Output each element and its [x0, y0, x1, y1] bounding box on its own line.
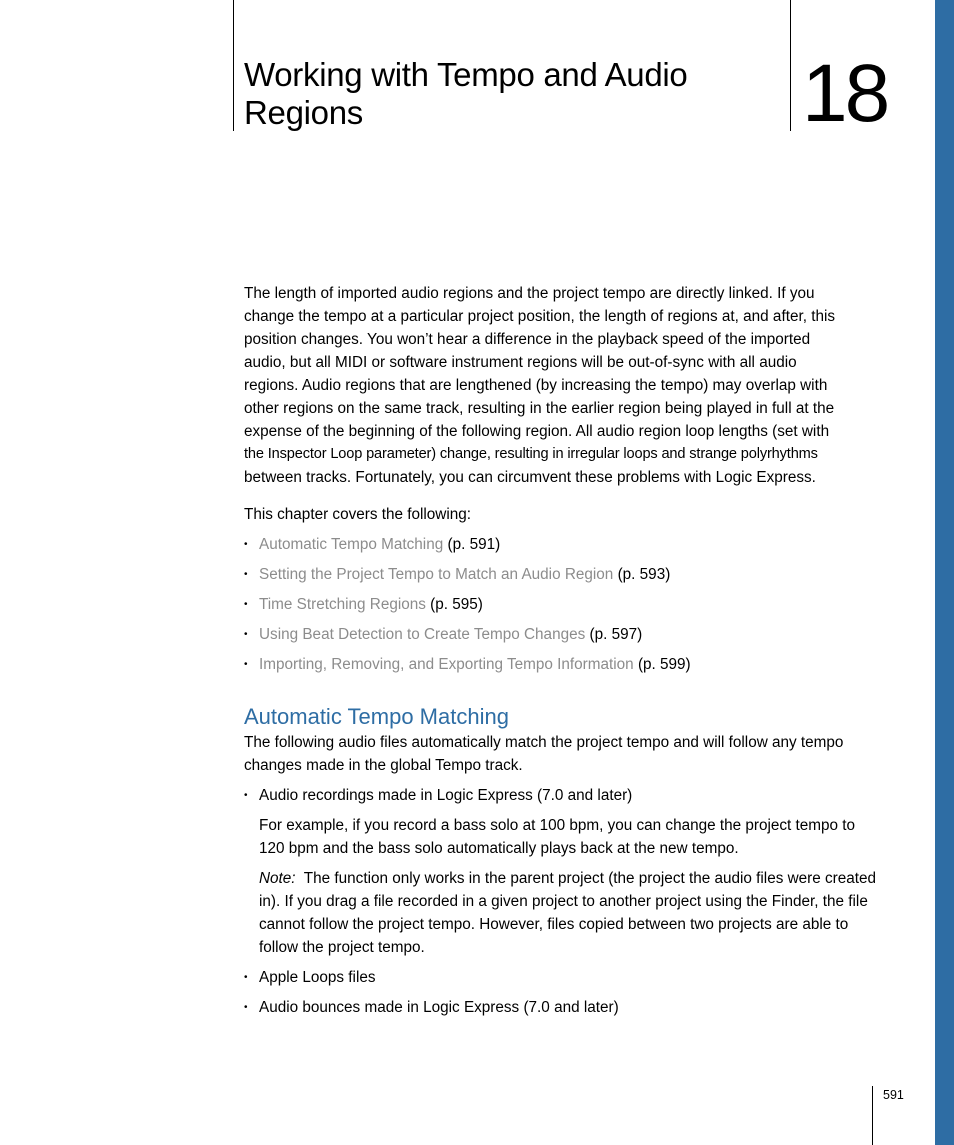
toc-link[interactable]: Time Stretching Regions: [259, 596, 426, 613]
intro-line: the Inspector Loop parameter) change, resulting in irregular loops and strange polyrhythms: [244, 446, 818, 462]
chapter-title: Working with Tempo and Audio Regions: [244, 56, 688, 131]
intro-line: audio, but all MIDI or software instrument regions will be out-of-sync with all audio: [244, 354, 797, 371]
toc-item: [244, 623, 884, 646]
list-item: • Audio recordings made in Logic Express (7.0 and later): [244, 784, 884, 807]
intro-line: The length of imported audio regions and the project tempo are directly linked. If you: [244, 285, 815, 302]
toc-page-ref: (p. 593): [617, 566, 671, 583]
intro-line: expense of the beginning of the following region. All audio region loop lengths (set with: [244, 423, 830, 440]
intro-line: between tracks. Fortunately, you can circumvent these problems with Logic Express.: [244, 469, 816, 486]
note-label: Note:: [259, 870, 296, 887]
section-heading: Automatic Tempo Matching: [244, 704, 509, 729]
file-type-list: [244, 784, 884, 807]
toc-link[interactable]: Setting the Project Tempo to Match an Audio Region: [259, 566, 614, 583]
note-text: The function only works in the parent project (the project the audio files were created in). If you drag a file recorded in a given project to another project using the Finder, the file cannot follow the project tempo. However, files copied between two projects are able to follow the project tempo.: [259, 870, 877, 956]
intro-line: other regions on the same track, resulting in the earlier region being played in full at the: [244, 400, 835, 417]
toc-list: [244, 533, 884, 676]
example-paragraph: For example, if you record a bass solo at 100 bpm, you can change the project tempo to 120 bpm and the bass solo automatically plays back at the new tempo.: [259, 817, 856, 857]
toc-item: [244, 593, 884, 616]
list-item: • Audio bounces made in Logic Express (7.0 and later): [244, 996, 884, 1019]
toc-page-ref: (p. 599): [637, 656, 691, 673]
toc-link[interactable]: Importing, Removing, and Exporting Tempo Information: [259, 656, 634, 673]
toc-page-ref: (p. 591): [447, 536, 501, 553]
toc-page-ref: (p. 597): [589, 626, 643, 643]
file-type-list: [244, 966, 884, 1019]
toc-item: [244, 563, 884, 586]
toc-item: [244, 653, 884, 676]
intro-line: position changes. You won’t hear a difference in the playback speed of the imported: [244, 331, 811, 348]
toc-link[interactable]: Automatic Tempo Matching: [259, 536, 444, 553]
list-item: • Apple Loops files: [244, 966, 884, 989]
page-number: 591: [883, 1088, 904, 1102]
intro-paragraph: [244, 282, 884, 489]
chapter-side-tab: [935, 0, 954, 1145]
intro-line: regions. Audio regions that are lengthened (by increasing the tempo) may overlap with: [244, 377, 828, 394]
toc-link[interactable]: Using Beat Detection to Create Tempo Changes: [259, 626, 586, 643]
header-rule-left: [233, 0, 234, 131]
main-content: [244, 282, 884, 1026]
section-paragraph: The following audio files automatically match the project tempo and will follow any tempo changes made in the global Tempo track.: [244, 734, 844, 774]
chapter-number: 18: [802, 48, 888, 139]
toc-page-ref: (p. 595): [430, 596, 483, 613]
footer-rule: [872, 1086, 873, 1145]
intro-line: change the tempo at a particular project position, the length of regions at, and after, this: [244, 308, 835, 325]
toc-lead: This chapter covers the following:: [244, 506, 472, 523]
header-rule-right: [790, 0, 791, 131]
note-paragraph: [244, 867, 884, 959]
toc-item: [244, 533, 884, 556]
